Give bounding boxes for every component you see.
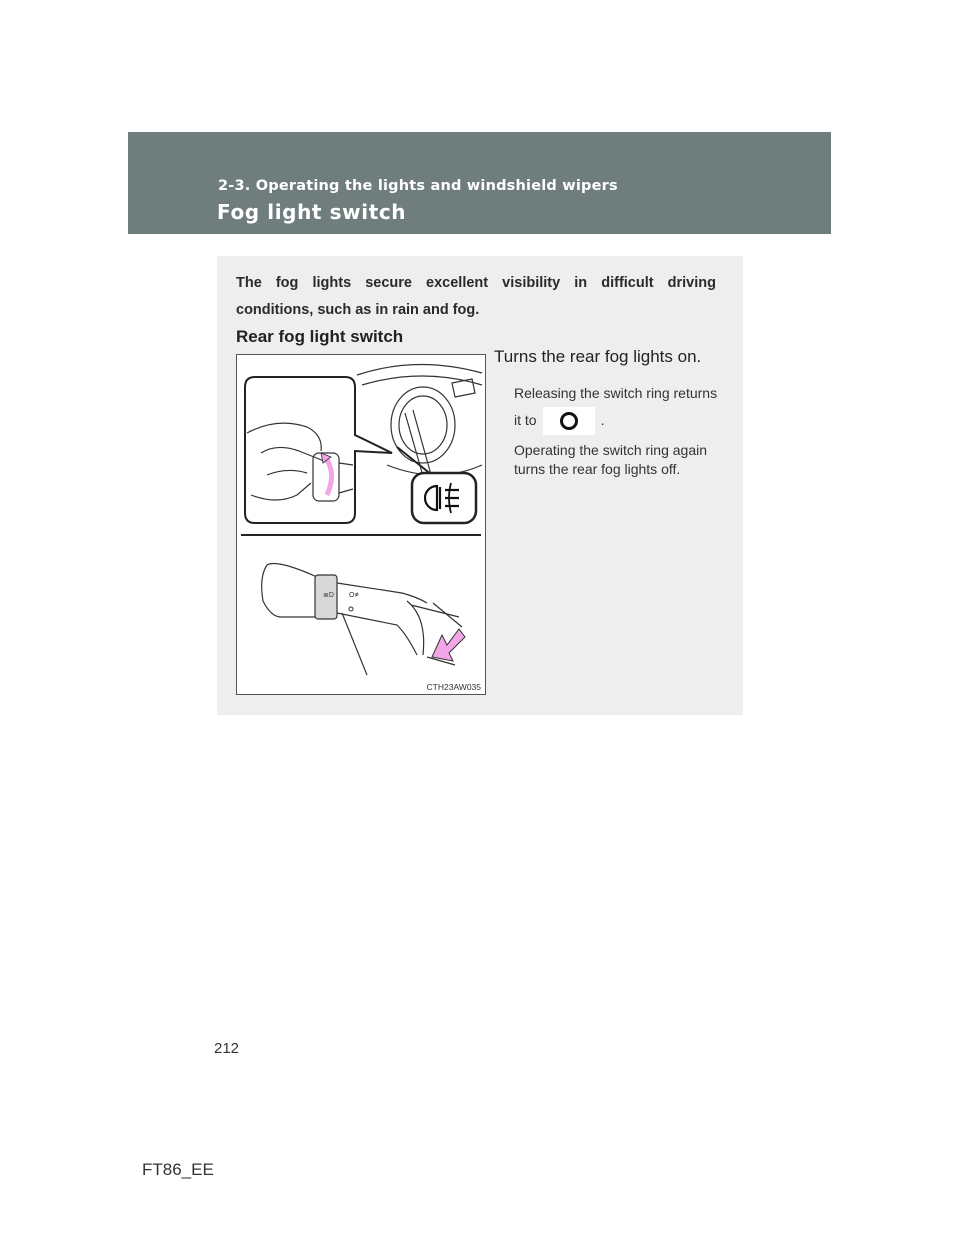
note-release-end: .: [600, 412, 605, 428]
page-header: [128, 132, 831, 234]
switch-illustration: [236, 354, 486, 695]
section-label: 2-3. Operating the lights and windshield wipers: [218, 178, 618, 194]
off-position-icon: [543, 407, 595, 435]
stalk-drawing: [262, 564, 462, 676]
switch-illustration-drawing: [237, 355, 485, 694]
page-number: 212: [214, 1040, 240, 1057]
content-box: [217, 256, 743, 715]
instructions: [494, 346, 720, 485]
figure-code: CTH23AW035: [426, 682, 481, 692]
stalk-off-marker: [349, 607, 353, 611]
subheading: Rear fog light switch: [236, 327, 404, 346]
stalk-fog-symbol: O≢: [349, 592, 362, 599]
note-release-text: Releasing the switch ring returns it to: [514, 385, 718, 428]
intro-text: The fog lights secure excellent visibility in difficult driving conditions, such as in rain and fog.: [236, 275, 716, 318]
model-code: FT86_EE: [142, 1160, 214, 1179]
arrow-icon: [432, 629, 465, 661]
instruction-main: Turns the rear fog lights on.: [494, 347, 702, 366]
headlight-symbol: ≣D: [323, 592, 334, 599]
note-operate-again: Operating the switch ring again turns the rear fog lights off.: [514, 442, 707, 478]
note-release: [514, 380, 720, 435]
rear-fog-light-icon: [412, 473, 476, 523]
page-title: Fog light switch: [217, 200, 407, 224]
